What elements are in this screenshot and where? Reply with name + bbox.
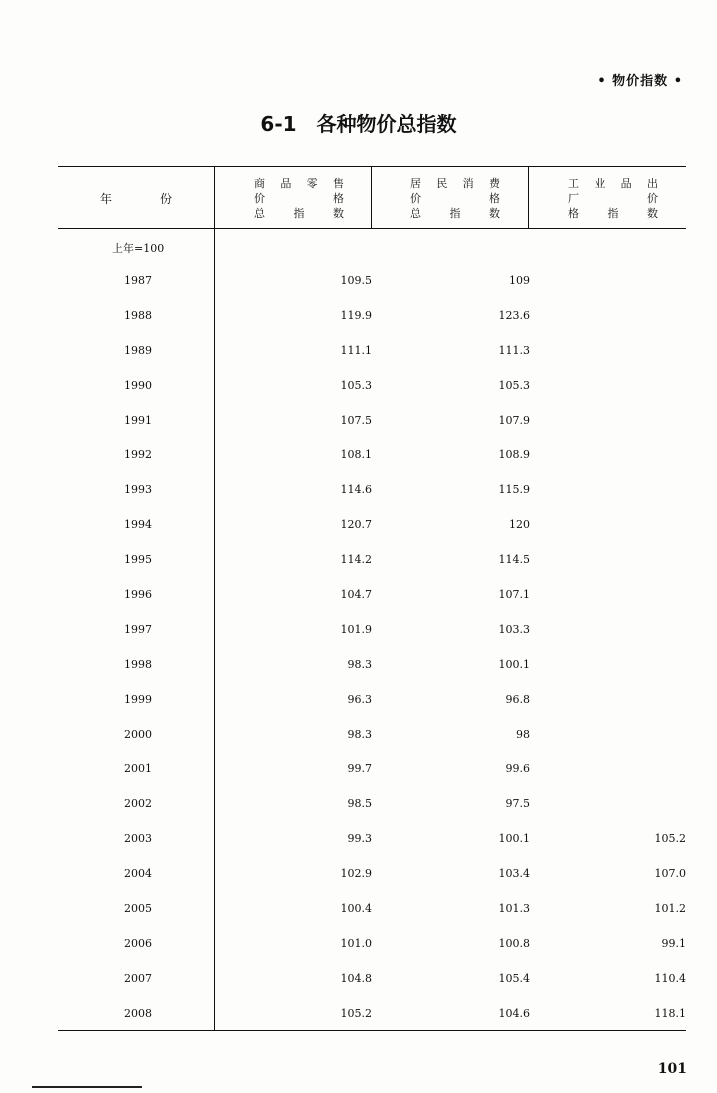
consumer-price-index-cell: 101.3: [498, 902, 530, 916]
table-body: [58, 263, 686, 1031]
table-row: [58, 263, 686, 298]
retail-price-index-cell: 96.3: [347, 692, 372, 706]
header-char: 数: [489, 207, 500, 220]
column-header-retail-price-index: [254, 176, 344, 221]
year-cell: 2008: [124, 1006, 152, 1020]
header-char: 格: [489, 192, 500, 205]
table-row: [58, 682, 686, 717]
year-cell: 2004: [124, 867, 152, 881]
industrial-price-index-cell: 99.1: [661, 936, 686, 950]
retail-price-index-cell: 104.8: [340, 971, 372, 985]
header-char: 工: [568, 177, 579, 190]
header-char: 数: [333, 207, 344, 220]
section-header: • 物价指数 •: [597, 74, 683, 89]
header-char: 出: [646, 177, 658, 190]
table-row: [58, 542, 686, 577]
table-row: [58, 472, 686, 507]
industrial-price-index-cell: 105.2: [654, 832, 686, 846]
consumer-price-index-cell: 111.3: [498, 343, 530, 357]
header-char: 指: [449, 207, 461, 220]
header-char: 品: [620, 177, 632, 190]
retail-price-index-cell: 101.0: [340, 936, 372, 950]
retail-price-index-cell: 108.1: [340, 448, 372, 462]
column-header-consumer-price-index: [410, 176, 500, 221]
header-char: 指: [607, 207, 619, 220]
year-cell: 1990: [124, 378, 152, 392]
industrial-price-index-cell: 110.4: [654, 971, 686, 985]
consumer-price-index-cell: 104.6: [498, 1006, 530, 1020]
consumer-price-index-cell: 103.4: [498, 867, 530, 881]
consumer-price-index-cell: 105.3: [498, 378, 530, 392]
header-char: 售: [332, 177, 344, 190]
consumer-price-index-cell: 107.9: [498, 413, 530, 427]
consumer-price-index-cell: 98: [516, 727, 530, 741]
base-year-note: 上年=100: [112, 242, 165, 255]
column-header-year: [100, 190, 172, 207]
table-row: [58, 751, 686, 786]
header-char: 价: [647, 192, 658, 205]
industrial-price-index-cell: 101.2: [654, 902, 686, 916]
year-cell: 2003: [124, 832, 152, 846]
table-row: [58, 298, 686, 333]
industrial-price-index-cell: 107.0: [654, 867, 686, 881]
table-row: [58, 891, 686, 926]
retail-price-index-cell: 99.7: [347, 762, 372, 776]
page-number: 101: [657, 1061, 687, 1077]
consumer-price-index-cell: 100.8: [498, 936, 530, 950]
header-char: 价: [410, 192, 421, 205]
retail-price-index-cell: 99.3: [347, 832, 372, 846]
table-row: [58, 612, 686, 647]
table-row: [58, 926, 686, 961]
year-cell: 1991: [124, 413, 152, 427]
header-char: 年: [100, 192, 113, 206]
year-cell: 1988: [124, 308, 152, 322]
table-row: [58, 786, 686, 821]
retail-price-index-cell: 100.4: [340, 902, 372, 916]
year-cell: 1989: [124, 343, 152, 357]
table-header-rule: [58, 228, 686, 229]
year-cell: 2000: [124, 727, 152, 741]
consumer-price-index-cell: 115.9: [498, 483, 530, 497]
retail-price-index-cell: 114.2: [340, 553, 372, 567]
year-cell: 1996: [124, 588, 152, 602]
header-char: 格: [333, 192, 344, 205]
consumer-price-index-cell: 123.6: [498, 308, 530, 322]
year-cell: 1998: [124, 657, 152, 671]
table-row: [58, 856, 686, 891]
table-title: 6-1 各种物价总指数: [260, 112, 457, 136]
table-row: [58, 647, 686, 682]
retail-price-index-cell: 101.9: [340, 622, 372, 636]
table-row: [58, 577, 686, 612]
header-char: 格: [568, 207, 579, 220]
year-cell: 1993: [124, 483, 152, 497]
year-cell: 2001: [124, 762, 152, 776]
header-char: 总: [410, 207, 421, 220]
consumer-price-index-cell: 100.1: [498, 657, 530, 671]
retail-price-index-cell: 98.5: [347, 797, 372, 811]
year-cell: 1995: [124, 553, 152, 567]
retail-price-index-cell: 111.1: [340, 343, 372, 357]
year-cell: 1992: [124, 448, 152, 462]
table-row: [58, 961, 686, 996]
column-divider: [528, 166, 529, 228]
header-char: 指: [293, 207, 305, 220]
header-char: 费: [488, 177, 500, 190]
header-char: 商: [254, 177, 265, 190]
retail-price-index-cell: 107.5: [340, 413, 372, 427]
industrial-price-index-cell: 118.1: [654, 1006, 686, 1020]
header-char: 价: [254, 192, 265, 205]
header-char: 零: [306, 177, 318, 190]
table-row: [58, 368, 686, 403]
retail-price-index-cell: 104.7: [340, 588, 372, 602]
consumer-price-index-cell: 96.8: [505, 692, 530, 706]
consumer-price-index-cell: 99.6: [505, 762, 530, 776]
consumer-price-index-cell: 103.3: [498, 622, 530, 636]
scan-edge-mark: [32, 1086, 142, 1088]
consumer-price-index-cell: 107.1: [498, 588, 530, 602]
header-char: 民: [436, 177, 448, 190]
header-char: 品: [280, 177, 292, 190]
year-cell: 1999: [124, 692, 152, 706]
table-top-rule: [58, 166, 686, 167]
year-cell: 2005: [124, 902, 152, 916]
retail-price-index-cell: 120.7: [340, 518, 372, 532]
table-row: [58, 437, 686, 472]
table-row: [58, 821, 686, 856]
header-char: 厂: [568, 192, 579, 205]
table-row: [58, 403, 686, 438]
consumer-price-index-cell: 120: [509, 518, 530, 532]
consumer-price-index-cell: 100.1: [498, 832, 530, 846]
retail-price-index-cell: 98.3: [347, 727, 372, 741]
year-cell: 1987: [124, 274, 152, 287]
table-row: [58, 717, 686, 752]
year-cell: 2007: [124, 971, 152, 985]
header-char: 份: [159, 192, 172, 206]
consumer-price-index-cell: 109: [509, 274, 530, 287]
header-char: 数: [647, 207, 658, 220]
year-cell: 1997: [124, 622, 152, 636]
column-divider: [371, 166, 372, 228]
consumer-price-index-cell: 108.9: [498, 448, 530, 462]
consumer-price-index-cell: 105.4: [498, 971, 530, 985]
table-row: [58, 507, 686, 542]
header-char: 消: [462, 177, 474, 190]
retail-price-index-cell: 114.6: [340, 483, 372, 497]
retail-price-index-cell: 119.9: [340, 308, 372, 322]
table-row: [58, 996, 686, 1031]
retail-price-index-cell: 102.9: [340, 867, 372, 881]
header-char: 总: [254, 207, 265, 220]
year-cell: 1994: [124, 518, 152, 532]
consumer-price-index-cell: 97.5: [505, 797, 530, 811]
year-cell: 2002: [124, 797, 152, 811]
year-cell: 2006: [124, 936, 152, 950]
table-row: [58, 333, 686, 368]
column-header-industrial-producer-price-index: [568, 176, 658, 221]
header-char: 业: [594, 177, 606, 190]
retail-price-index-cell: 109.5: [340, 274, 372, 287]
header-char: 居: [410, 177, 421, 190]
retail-price-index-cell: 105.3: [340, 378, 372, 392]
retail-price-index-cell: 105.2: [340, 1006, 372, 1020]
retail-price-index-cell: 98.3: [347, 657, 372, 671]
consumer-price-index-cell: 114.5: [498, 553, 530, 567]
